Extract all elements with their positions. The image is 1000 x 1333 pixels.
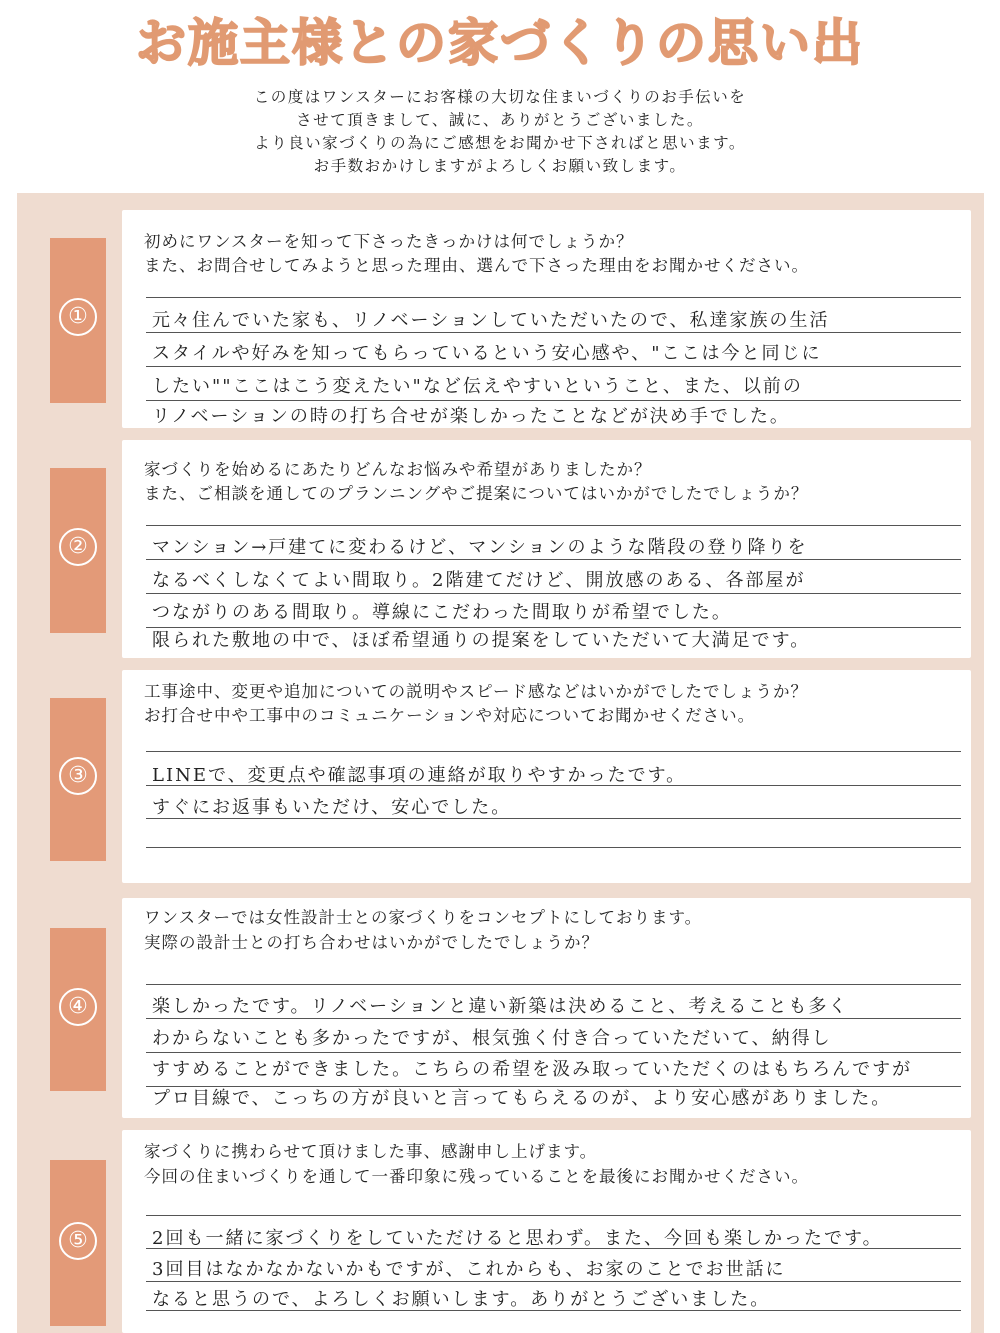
section-5-question: 家づくりに携わらせて頂けました事、感謝申し上げます。 (144, 1142, 598, 1161)
section-1-answer: 元々住んでいた家も、リノベーションしていただいたので、私達家族の生活 (152, 310, 830, 331)
section-4-answer: わからないことも多かったですが、根気強く付き合っていただいて、納得し (152, 1028, 832, 1049)
section-1-question: また、お問合せしてみようと思った理由、選んで下さった理由をお聞かせください。 (144, 256, 809, 275)
section-4-number: ④ (59, 988, 97, 1026)
answer-line (146, 400, 961, 401)
section-3-tab (50, 698, 106, 861)
section-5-card (122, 1130, 971, 1333)
section-2-answer: つながりのある間取り。導線にこだわった間取りが希望でした。 (152, 602, 732, 623)
page-title: お施主様との家づくりの思い出 (136, 14, 864, 72)
answer-line (146, 366, 961, 367)
section-3-answer: LINEで、変更点や確認事項の連絡が取りやすかったです。 (152, 765, 687, 786)
section-3-question: 工事途中、変更や追加についての説明やスピード感などはいかがでしたでしょうか？ (144, 682, 809, 701)
intro-text (0, 86, 1000, 178)
answer-line (146, 559, 961, 560)
section-5-answer: 3回目はなかなかないかもですが、これからも、お家のことでお世話に (152, 1259, 786, 1280)
section-1-answer: リノベーションの時の打ち合せが楽しかったことなどが決め手でした。 (152, 406, 790, 427)
section-1-question: 初めにワンスターを知って下さったきっかけは何でしょうか？ (144, 232, 634, 251)
section-2-answer: なるべくしなくてよい間取り。2階建てだけど、開放感のある、各部屋が (152, 570, 806, 591)
section-3-number: ③ (59, 757, 97, 795)
section-2-card (122, 440, 971, 658)
intro-line: お手数おかけしますがよろしくお願い致します。 (313, 157, 687, 175)
section-2-answer: 限られた敷地の中で、ほぼ希望通りの提案をしていただいて大満足です。 (152, 630, 811, 651)
answer-line (146, 847, 961, 848)
answer-line (146, 751, 961, 752)
intro-line: この度はワンスターにお客様の大切な住まいづくりのお手伝いを (253, 88, 747, 106)
section-4-answer: 楽しかったです。リノベーションと違い新築は決めること、考えることも多く (152, 996, 849, 1017)
section-1-answer: スタイルや好みを知ってもらっているという安心感や、"ここは今と同じに (152, 343, 822, 364)
section-4-card (122, 898, 971, 1118)
section-5-answer: なると思うので、よろしくお願いします。ありがとうございました。 (152, 1289, 771, 1310)
answer-line (146, 332, 961, 333)
section-1-card (122, 210, 971, 428)
section-1-number: ① (59, 298, 97, 336)
answer-line (146, 1018, 961, 1019)
section-2-answer: マンション→戸建てに変わるけど、マンションのような階段の登り降りを (152, 537, 808, 558)
section-4-answer: すすめることができました。こちらの希望を汲み取っていただくのはもちろんですが (152, 1059, 913, 1080)
answer-line (146, 1215, 961, 1216)
section-2-number: ② (59, 528, 97, 566)
section-2-question: また、ご相談を通してのプランニングやご提案についてはいかがでしたでしょうか？ (144, 484, 809, 503)
answer-line (146, 525, 961, 526)
section-5-number: ⑤ (59, 1222, 97, 1260)
answer-line (146, 1052, 961, 1053)
section-3-card (122, 670, 971, 883)
answer-line (146, 593, 961, 594)
section-4-answer: プロ目線で、こっちの方が良いと言ってもらえるのが、より安心感がありました。 (152, 1088, 892, 1109)
section-5-tab (50, 1160, 106, 1326)
section-5-question: 今回の住まいづくりを通して一番印象に残っていることを最後にお聞かせください。 (144, 1167, 809, 1186)
section-5-answer: 2回も一緒に家づくりをしていただけると思わず。また、今回も楽しかったです。 (152, 1228, 883, 1249)
answer-line (146, 297, 961, 298)
intro-line: させて頂きまして、誠に、ありがとうございました。 (296, 111, 704, 129)
answer-line (146, 1281, 961, 1282)
section-4-question: ワンスターでは女性設計士との家づくりをコンセプトにしております。 (144, 908, 703, 927)
section-2-question: 家づくりを始めるにあたりどんなお悩みや希望がありましたか？ (144, 460, 652, 479)
section-1-tab (50, 238, 106, 403)
section-3-question: お打合せ中や工事中のコミュニケーションや対応についてお聞かせください。 (144, 706, 756, 725)
answer-line (146, 984, 961, 985)
section-4-tab (50, 928, 106, 1091)
intro-line: より良い家づくりの為にご感想をお聞かせ下さればと思います。 (254, 134, 746, 152)
section-4-question: 実際の設計士との打ち合わせはいかがでしたでしょうか？ (144, 933, 599, 952)
section-3-answer: すぐにお返事もいただけ、安心でした。 (152, 797, 512, 818)
section-2-tab (50, 468, 106, 633)
section-1-answer: したい""ここはこう変えたい"など伝えやすいということ、また、以前の (152, 376, 803, 397)
